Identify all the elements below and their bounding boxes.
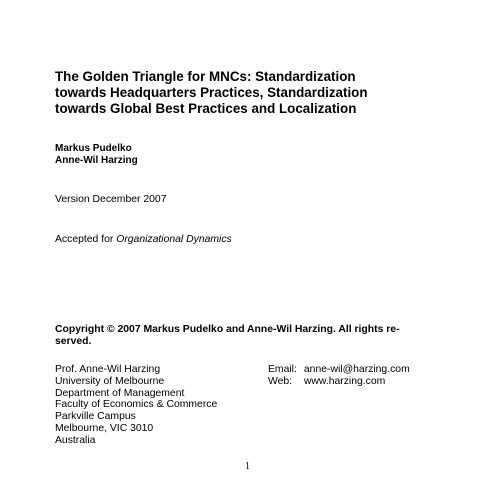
journal-name: Organizational Dynamics — [116, 234, 232, 245]
copyright-line: Copyright © 2007 Markus Pudelko and Anne-Wil Harzing. All rights re- — [55, 324, 400, 335]
address-line: Department of Management — [55, 387, 185, 399]
address-line: Parkville Campus — [55, 411, 136, 423]
web-address: www.harzing.com — [303, 375, 386, 387]
copyright-line: served. — [55, 336, 92, 347]
author-name: Markus Pudelko — [55, 143, 132, 154]
email-address: anne-wil@harzing.com — [303, 364, 410, 375]
contact-info — [268, 364, 410, 388]
page-number: 1 — [245, 461, 250, 472]
address-line: Australia — [55, 434, 96, 446]
copyright-notice — [55, 324, 445, 348]
paper-title-line: towards Headquarters Practices, Standardization — [55, 85, 368, 100]
acceptance-note — [55, 234, 232, 246]
address-line: Faculty of Economics & Commerce — [55, 399, 218, 411]
paper-title-line: The Golden Triangle for MNCs: Standardization — [55, 69, 356, 84]
version-text: Version December 2007 — [55, 194, 167, 205]
email-row — [268, 364, 410, 376]
address-line: University of Melbourne — [55, 375, 165, 387]
address-line: Prof. Anne-Wil Harzing — [55, 364, 161, 375]
paper-title-line: towards Global Best Practices and Localization — [55, 101, 357, 116]
postal-address — [55, 364, 217, 447]
author-name: Anne-Wil Harzing — [55, 155, 138, 166]
email-label: Email: — [268, 364, 297, 375]
address-line: Melbourne, VIC 3010 — [55, 422, 154, 434]
paper-title — [55, 69, 435, 117]
author-list — [55, 143, 138, 167]
web-label: Web: — [268, 375, 293, 387]
acceptance-prefix: Accepted for — [55, 234, 117, 245]
web-row — [268, 376, 410, 388]
